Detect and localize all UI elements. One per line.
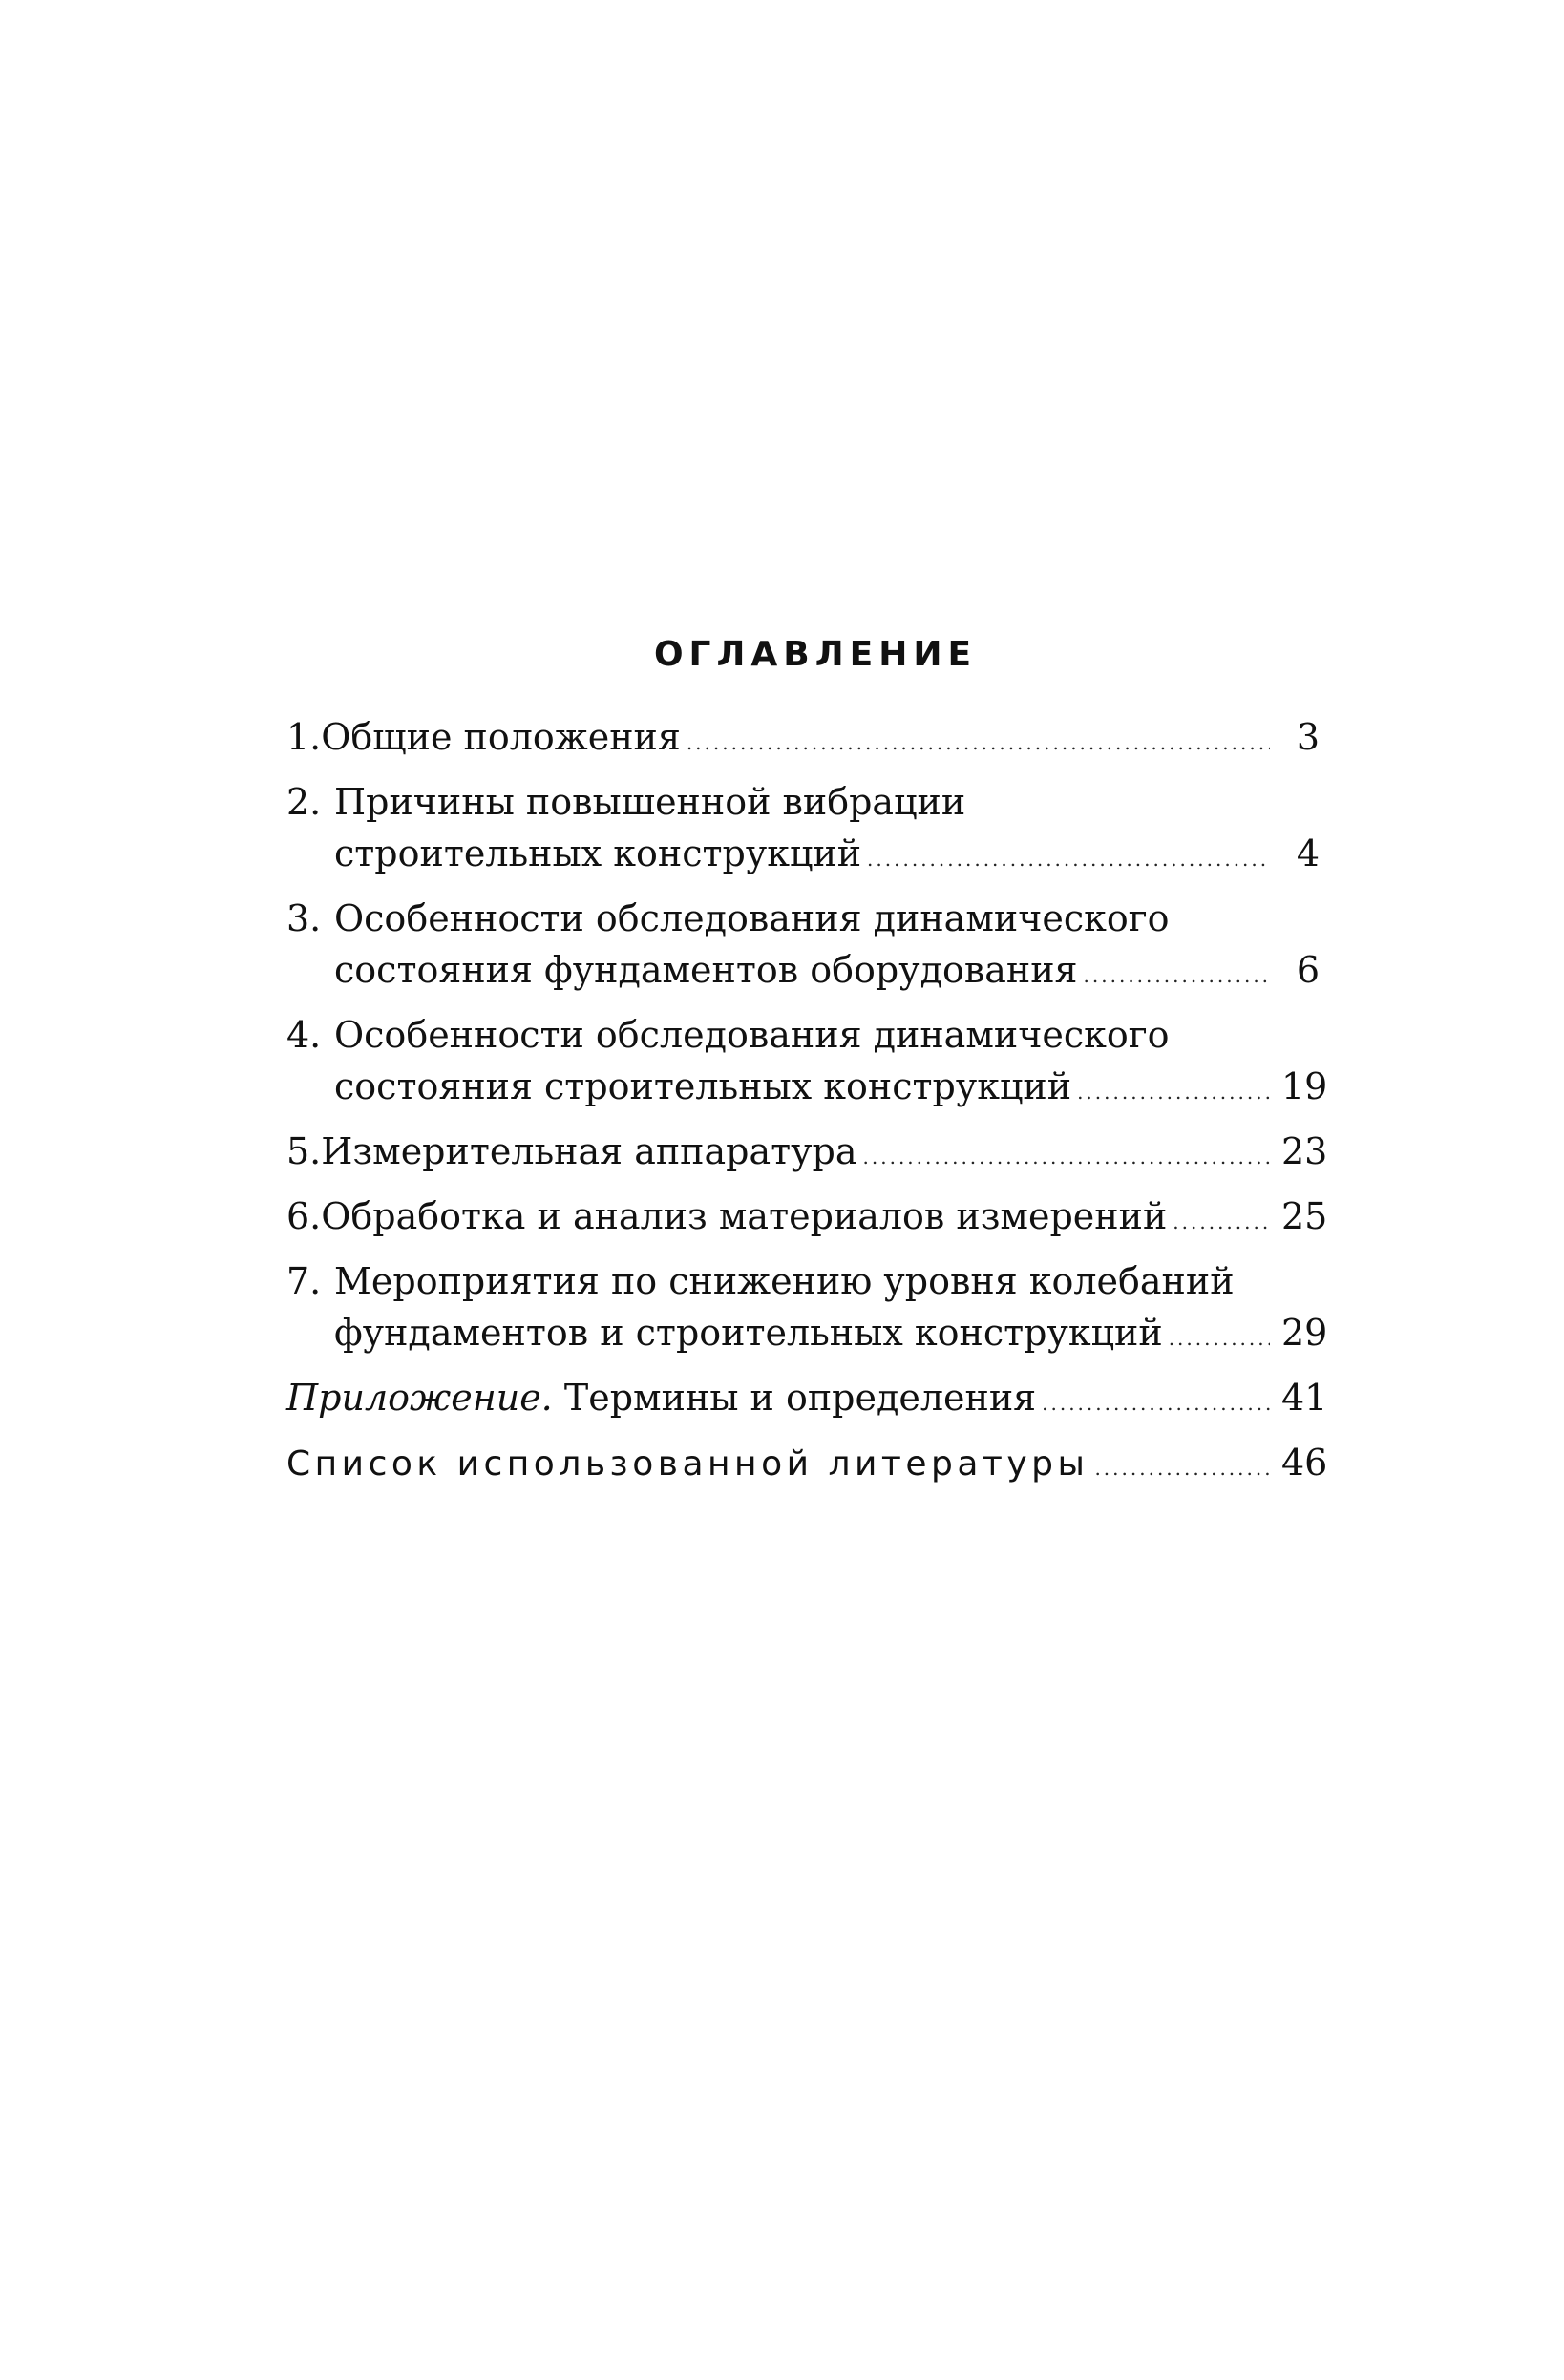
entry-title-line-1: Причины повышенной вибрации: [334, 781, 966, 823]
entry-title: Обработка и анализ материалов измерений: [321, 1195, 1168, 1237]
entry-page-number: 4: [1296, 832, 1320, 874]
toc-entry-1[interactable]: [286, 711, 1320, 769]
contents-heading: ОГЛАВЛЕНИЕ: [653, 635, 978, 674]
entry-page-number: 6: [1296, 949, 1320, 991]
entry-title-line-1: Особенности обследования динамического: [334, 1014, 1170, 1056]
entry-title-line-2: состояния строительных конструкций: [334, 1065, 1072, 1107]
entry-number: 5.: [286, 1130, 322, 1172]
entry-title-line-2: строительных конструкций: [334, 832, 862, 874]
entry-page-number: 46: [1281, 1442, 1328, 1484]
entry-number: 7.: [286, 1260, 322, 1302]
dot-leader: [1173, 1196, 1270, 1248]
entry-page-number: 25: [1281, 1195, 1328, 1237]
entry-page-number: 41: [1281, 1377, 1328, 1419]
entry-page-number: 19: [1281, 1065, 1328, 1107]
entry-title: Общие положения: [321, 716, 681, 758]
entry-title-line-2: состояния фундаментов оборудования: [334, 949, 1078, 991]
dot-leader: [1084, 950, 1270, 1001]
appendix-label: Приложение.: [286, 1377, 553, 1419]
table-of-contents: [286, 711, 1328, 1494]
entry-title-line-1: Мероприятия по снижению уровня колебаний: [334, 1260, 1235, 1302]
toc-entry-6[interactable]: [286, 1190, 1328, 1248]
dot-leader: [1042, 1378, 1270, 1429]
entry-page-number: 29: [1281, 1312, 1328, 1354]
toc-entry-5[interactable]: [286, 1126, 1328, 1183]
dot-leader: [1094, 1443, 1270, 1494]
references-title: Список использованной литературы: [286, 1444, 1089, 1484]
toc-entry-7[interactable]: [286, 1255, 1328, 1364]
dot-leader: [863, 1131, 1270, 1183]
entry-number: 1.: [286, 716, 322, 758]
entry-number: 3.: [286, 897, 322, 939]
toc-entry-4[interactable]: [286, 1009, 1328, 1118]
toc-entry-appendix[interactable]: [286, 1372, 1328, 1429]
toc-entry-references[interactable]: [286, 1437, 1328, 1494]
toc-entry-3[interactable]: [286, 893, 1320, 1001]
dot-leader: [1077, 1066, 1270, 1118]
toc-entry-2[interactable]: [286, 776, 1320, 885]
entry-title-line-2: фундаментов и строительных конструкций: [334, 1312, 1163, 1354]
entry-title-line-1: Особенности обследования динамического: [334, 897, 1170, 939]
entry-title: Измерительная аппаратура: [321, 1130, 857, 1172]
entry-page-number: 23: [1281, 1130, 1328, 1172]
entry-number: 2.: [286, 781, 322, 823]
dot-leader: [1169, 1313, 1270, 1364]
entry-number: 4.: [286, 1014, 322, 1056]
dot-leader: [687, 717, 1270, 769]
appendix-title: Термины и определения: [563, 1377, 1037, 1419]
entry-number: 6.: [286, 1195, 322, 1237]
entry-page-number: 3: [1296, 716, 1320, 758]
dot-leader: [867, 833, 1270, 885]
